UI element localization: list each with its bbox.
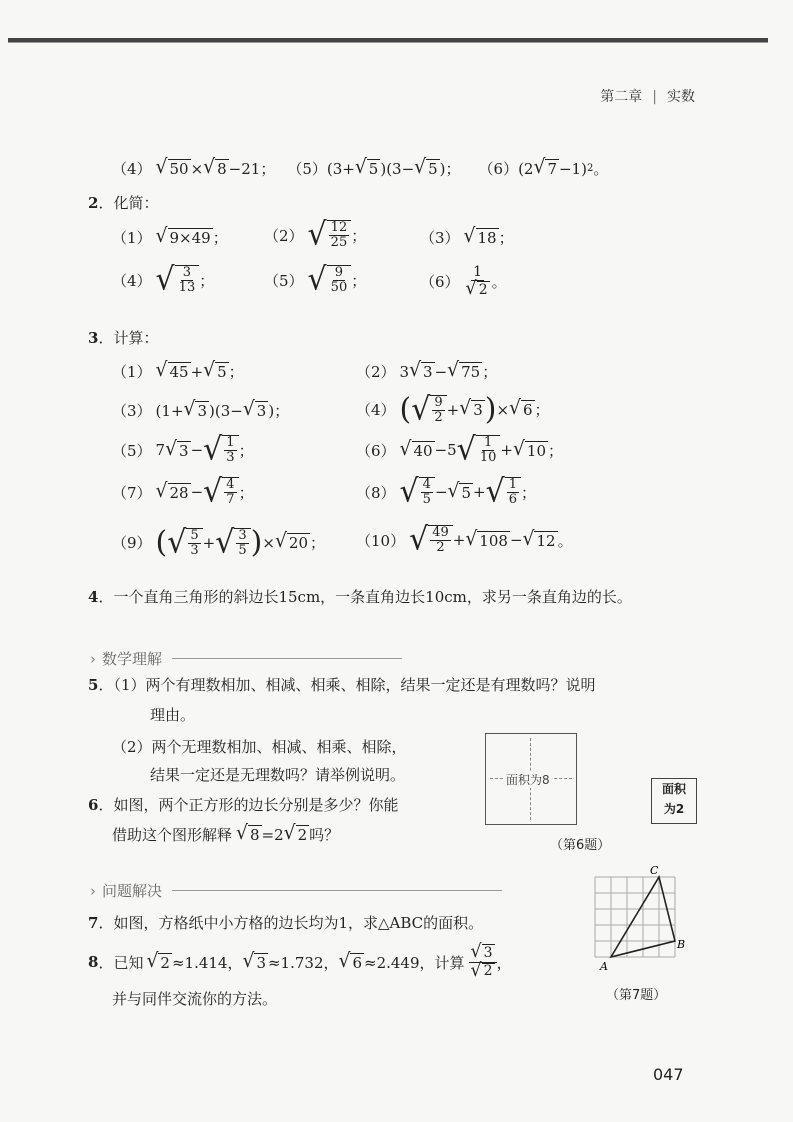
large-square-label: 面积为8: [506, 773, 550, 787]
sqrt: √ 5: [354, 156, 379, 179]
q3-heading: 3．计算：: [88, 329, 159, 347]
q8-line2: 并与同伴交流你的方法。: [112, 990, 278, 1008]
top-rule: [8, 38, 768, 43]
figure-small-square: 面积 为2: [651, 778, 697, 824]
q3-6: （6） √ 40 − 5 √ $\frac{1}{10}$ + √ 10 ；: [356, 431, 564, 468]
q1-5-label: （5）: [287, 160, 327, 178]
q3-3: （3） (1+ √ 3 )(3− √ 3 )；: [112, 398, 290, 421]
q3-4: （4） ( √ $\frac{9}{2}$ + √ 3 ) × √ 6 ；: [356, 390, 550, 428]
vertex-a-label: A: [600, 960, 608, 973]
q1-continuation: （4） √ 50 × √ 8 −21； （5） (3+ √ 5 )(3− √ 5 )； （6） (2 √ 7 −1) 2 。: [112, 156, 609, 179]
q2-heading: 2．化简：: [88, 194, 159, 212]
figure-6-caption: （第6题）: [550, 838, 611, 853]
sqrt: √ 5: [414, 156, 438, 179]
chapter-label: 第二章: [600, 89, 643, 105]
sqrt: √ 50: [155, 156, 189, 179]
q6-line2: 借助这个图形解释 √ 8 =2 √ 2 吗？: [112, 822, 340, 845]
q1-6-label: （6）: [478, 160, 519, 178]
header-separator: |: [652, 89, 657, 105]
q3-8: （8） √ $\frac{4}{5}$ − √ 5 + √ $\frac{1}{6}$ ；: [356, 473, 537, 510]
q2-6: （6） 1 √ 2 。: [420, 264, 507, 300]
q2-5: （5） √ $\frac{9}{50}$ ；: [264, 261, 367, 298]
sqrt: √ 7: [533, 156, 557, 179]
q7: 7．如图，方格纸中小方格的边长均为1，求△ABC的面积。: [88, 914, 484, 932]
section-problem-solving: › 问题解决: [90, 880, 502, 901]
running-header: [600, 86, 695, 106]
vertex-b-label: B: [677, 938, 686, 951]
q2-1: （1） √ 9×49 ；: [112, 225, 228, 248]
page-number: 047: [653, 1065, 684, 1084]
q5-1b: 理由。: [150, 706, 196, 724]
q3-5: （5） 7 √ 3 − √ $\frac{1}{3}$ ；: [112, 431, 254, 468]
q3-1: （1） √ 45 + √ 5 ；: [112, 359, 244, 382]
q5-1: 5．（1）两个有理数相加、相减、相乘、相除，结果一定还是有理数吗？说明: [88, 676, 596, 694]
section-rule: [172, 890, 502, 891]
q3-2: （2） 3 √ 3 − √ 75 ；: [356, 359, 498, 382]
figure-large-square: [485, 733, 577, 825]
q4: 4．一个直角三角形的斜边长15cm，一条直角边长10cm，求另一条直角边的长。: [88, 588, 632, 606]
figure-grid-triangle: [590, 862, 700, 974]
q8-line1: 8 ． 已知 √ 2 ≈1.414， √ 3 ≈1.732， √ 6 ≈2.449，计算 √ 3 √ 2 ，: [88, 941, 512, 981]
sqrt: √ 8: [203, 156, 227, 179]
q6-line1: 6．如图，两个正方形的边长分别是多少？你能: [88, 796, 399, 814]
q5-2: （2）两个无理数相加、相减、相乘、相除，: [112, 738, 407, 756]
section-math-understanding: › 数学理解: [90, 648, 402, 669]
q2-3: （3） √ 18 ；: [420, 225, 514, 248]
figure-7-caption: （第7题）: [606, 988, 667, 1003]
chevron-right-icon: ›: [90, 881, 96, 900]
q2-2: （2） √ $\frac{12}{25}$ ；: [264, 216, 367, 253]
q3-7: （7） √ 28 − √ $\frac{4}{7}$ ；: [112, 473, 254, 510]
q2-4: （4） √ $\frac{3}{13}$ ；: [112, 261, 215, 298]
chevron-right-icon: ›: [90, 649, 96, 668]
q3-9: （9） ( √ $\frac{5}{3}$ + √ $\frac{3}{5}$ ) × √ 20 ；: [112, 523, 326, 561]
section-label: 实数: [667, 89, 695, 105]
q5-2b: 结果一定还是无理数吗？请举例说明。: [150, 766, 406, 784]
section-rule: [172, 658, 402, 659]
q1-4-label: （4）: [112, 160, 152, 178]
vertex-c-label: C: [650, 864, 659, 877]
q3-10: （10） √ $\frac{49}{2}$ + √ 108 − √ 12 。: [356, 521, 573, 558]
